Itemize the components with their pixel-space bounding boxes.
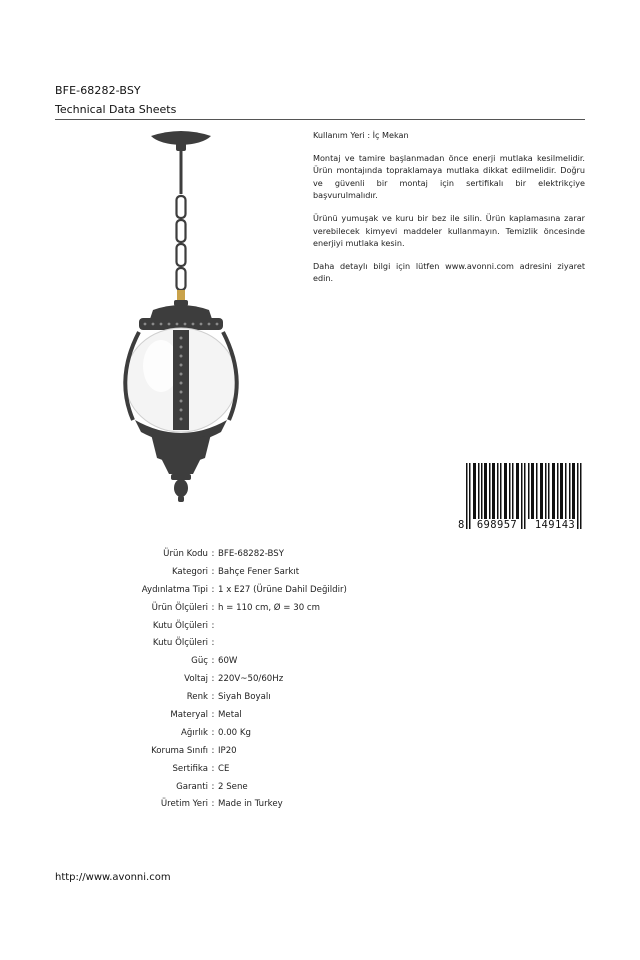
spec-row: Üretim Yeri : Made in Turkey	[100, 795, 420, 813]
spec-value: 220V~50/60Hz	[218, 674, 284, 685]
spec-row: Kategori : Bahçe Fener Sarkıt	[100, 563, 420, 581]
spec-key: Garanti	[176, 781, 208, 792]
spec-key: Ürün Ölçüleri	[151, 602, 208, 613]
spec-key: Kutu Ölçüleri	[152, 620, 208, 631]
spec-row: Kutu Ölçüleri :	[100, 617, 420, 635]
spec-value: 0.00 Kg	[218, 727, 251, 738]
spec-row: Koruma Sınıfı : IP20	[100, 742, 420, 760]
barcode-lead-digit: 8	[458, 519, 465, 531]
spec-value: 60W	[218, 656, 238, 667]
spec-key: Üretim Yeri	[160, 799, 208, 810]
spec-row: Ürün Ölçüleri : h = 110 cm, Ø = 30 cm	[100, 599, 420, 617]
product-image	[113, 128, 249, 506]
spec-value: 2 Sene	[218, 781, 248, 792]
barcode-right-group: 149143	[534, 519, 576, 531]
spec-key: Voltaj	[184, 674, 208, 685]
spec-value: Metal	[218, 709, 242, 720]
spec-row: Aydınlatma Tipi : 1 x E27 (Ürüne Dahil Değildir)	[100, 581, 420, 599]
spec-key: Ürün Kodu	[163, 548, 208, 559]
spec-table	[100, 545, 420, 813]
header-divider	[55, 119, 585, 120]
spec-value: 1 x E27 (Ürüne Dahil Değildir)	[218, 584, 347, 595]
spec-value: h = 110 cm, Ø = 30 cm	[218, 602, 320, 613]
spec-key: Güç	[191, 656, 208, 667]
spec-key: Koruma Sınıfı	[151, 745, 208, 756]
spec-key: Kategori	[171, 566, 208, 577]
spec-key: Renk	[186, 692, 208, 703]
spec-row: Renk : Siyah Boyalı	[100, 688, 420, 706]
spec-value: Bahçe Fener Sarkıt	[218, 566, 300, 577]
document-subtitle: Technical Data Sheets	[55, 103, 177, 116]
product-code-title: BFE-68282-BSY	[55, 84, 141, 97]
spec-value: Made in Turkey	[218, 799, 283, 810]
spec-value: Siyah Boyalı	[218, 692, 271, 703]
website-link[interactable]: http://www.avonni.com	[55, 872, 171, 883]
usage-location: Kullanım Yeri : İç Mekan	[313, 130, 409, 140]
usage-info	[313, 129, 585, 295]
spec-key: Ağırlık	[180, 727, 208, 738]
spec-row: Kutu Ölçüleri :	[100, 634, 420, 652]
cleaning-notice: Ürünü yumuşak ve kuru bir bez ile silin. Ürün kaplamasına zarar verebilecek kimyevi maddeler kullanmayın. Temizlik öncesinde enerjiyi mutlaka kesin.	[313, 212, 585, 249]
spec-value: BFE-68282-BSY	[218, 548, 284, 559]
spec-key: Kutu Ölçüleri	[152, 638, 208, 649]
spec-row: Ağırlık : 0.00 Kg	[100, 724, 420, 742]
spec-value: CE	[218, 763, 230, 774]
spec-row: Güç : 60W	[100, 652, 420, 670]
spec-row: Sertifika : CE	[100, 760, 420, 778]
spec-row: Ürün Kodu : BFE-68282-BSY	[100, 545, 420, 563]
spec-row: Voltaj : 220V~50/60Hz	[100, 670, 420, 688]
barcode-number	[458, 519, 588, 531]
spec-key: Materyal	[170, 709, 208, 720]
spec-row: Garanti : 2 Sene	[100, 778, 420, 796]
more-info-notice: Daha detaylı bilgi için lütfen www.avonni.com adresini ziyaret edin.	[313, 260, 585, 284]
barcode-left-group: 698957	[476, 519, 518, 531]
safety-notice: Montaj ve tamire başlanmadan önce enerji mutlaka kesilmelidir. Ürün montajında topraklamaya mutlaka dikkat edilmelidir. Doğru ve güvenli bir montaj için sertifikalı bir elektrikçiye başvurulmalıdır.	[313, 152, 585, 201]
spec-row: Materyal : Metal	[100, 706, 420, 724]
spec-key: Aydınlatma Tipi	[141, 584, 208, 595]
document-header	[55, 84, 585, 120]
spec-key: Sertifika	[172, 763, 208, 774]
spec-value: IP20	[218, 745, 237, 756]
